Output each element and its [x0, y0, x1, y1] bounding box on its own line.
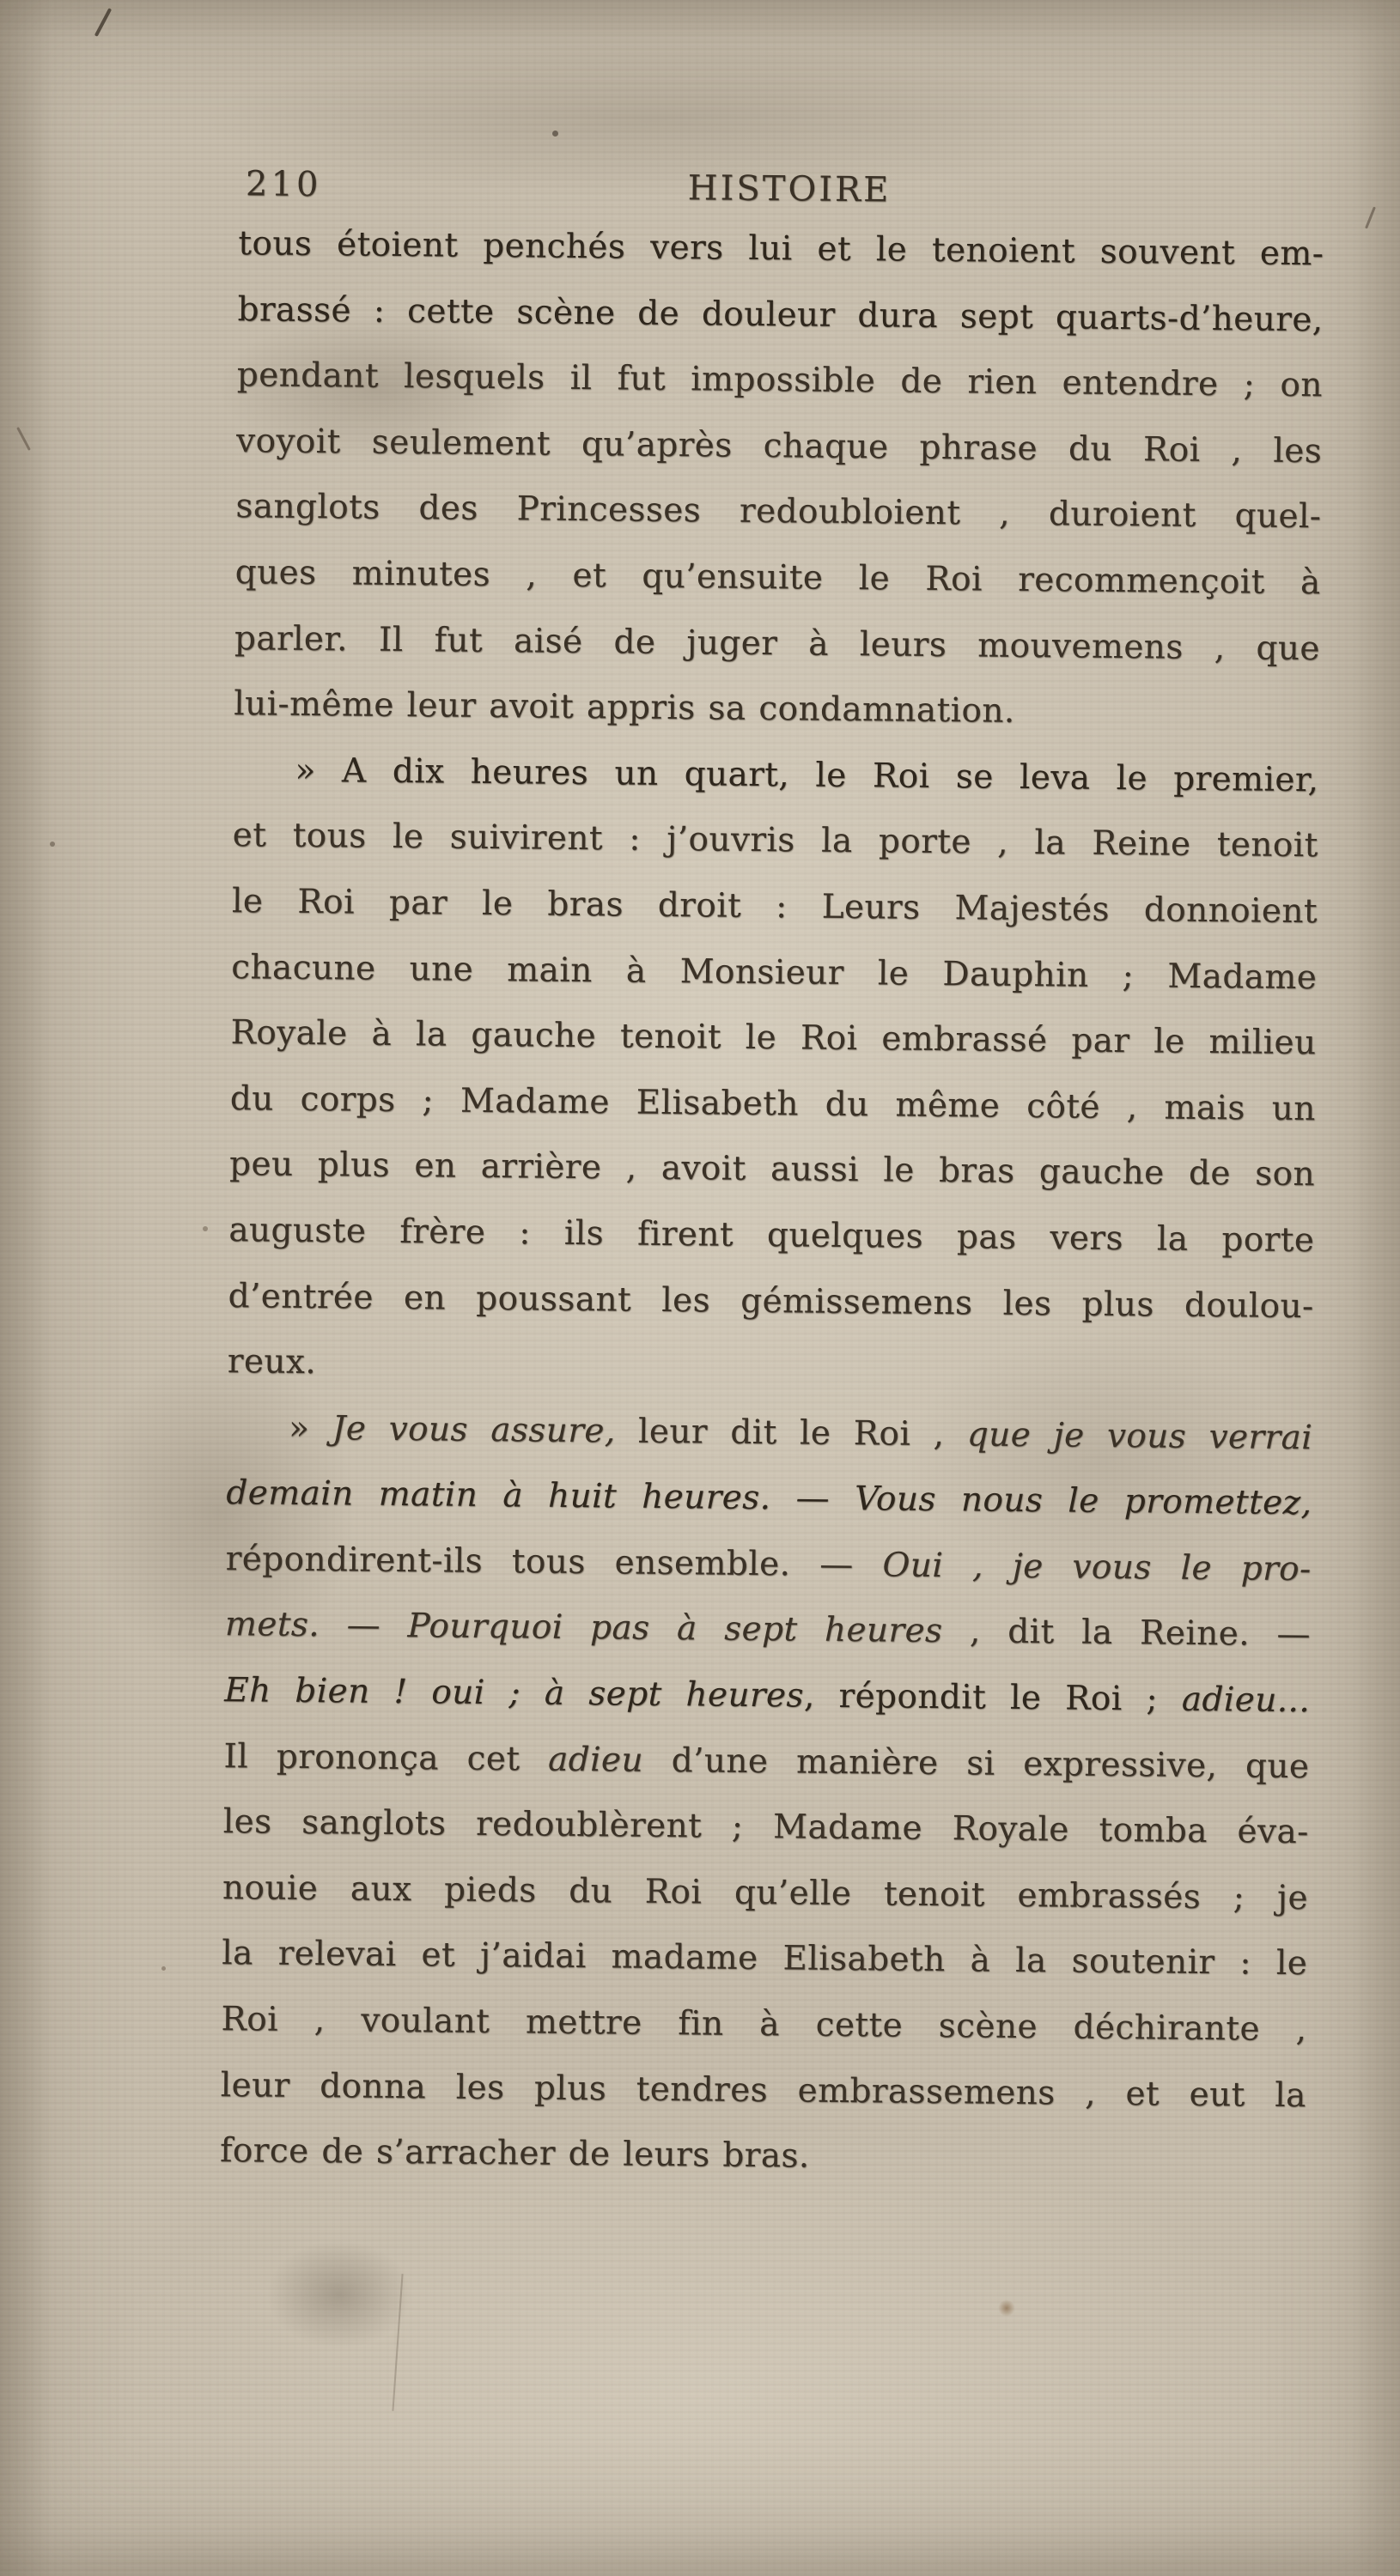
- text-line: [234, 540, 1321, 617]
- text-segment: leur donna les plus tendres embrassemens , et eut la: [220, 2065, 1306, 2115]
- text-line: [228, 1329, 1314, 1406]
- page-text: [220, 211, 1324, 2195]
- text-line: [228, 1264, 1314, 1340]
- text-line: [224, 1658, 1311, 1735]
- text-line: [226, 1461, 1312, 1537]
- text-line: [237, 277, 1324, 354]
- text-line: [232, 869, 1318, 945]
- text-line: [234, 606, 1321, 683]
- text-segment: et tous le suivirent : j’ouvris la porte , la Reine tenoit: [232, 816, 1318, 866]
- page-number: 210: [245, 164, 322, 205]
- italic-text-segment: Eh bien ! oui ; à sept heures: [223, 1671, 805, 1716]
- italic-text-segment: demain matin à huit heures. — Vous nous le promettez,: [226, 1473, 1312, 1523]
- text-segment: leur dit le Roi ,: [615, 1412, 968, 1455]
- running-head: HISTOIRE: [687, 168, 892, 210]
- text-segment: Roi , voulant mettre fin à cette scène déchirante ,: [221, 2000, 1307, 2050]
- text-line: [220, 2118, 1306, 2195]
- text-segment: sanglots des Princesses redoubloient , duroient quel-: [235, 487, 1322, 537]
- page-header: [239, 163, 1324, 218]
- text-line: [234, 671, 1320, 748]
- text-segment: reux.: [227, 1342, 317, 1382]
- text-segment: voyoit seulement qu’après chaque phrase du Roi , les: [235, 421, 1323, 471]
- text-segment: parler. Il fut aisé de juger à leurs mouvemens , que: [234, 618, 1321, 668]
- text-segment: chacune une main à Monsieur le Dauphin ; Madame: [231, 947, 1318, 997]
- text-segment: ques minutes , et qu’ensuite le Roi recommençoit à: [234, 553, 1321, 603]
- text-line: [230, 1000, 1317, 1077]
- italic-text-segment: Je vous assure,: [332, 1408, 616, 1451]
- text-line: [222, 1856, 1309, 1932]
- text-line: [229, 1132, 1316, 1208]
- text-line: [238, 211, 1324, 288]
- italic-text-segment: adieu: [547, 1740, 644, 1780]
- text-segment: d’entrée en poussant les gémissemens les plus doulou-: [228, 1276, 1314, 1326]
- text-line: [225, 1593, 1312, 1669]
- text-line: [229, 1066, 1316, 1143]
- text-segment: peu plus en arrière , avoit aussi le bras gauche de son: [228, 1145, 1316, 1194]
- text-line: [220, 2053, 1306, 2129]
- text-line: [236, 409, 1323, 485]
- text-segment: »: [288, 1408, 333, 1448]
- text-segment: auguste frère : ils firent quelques pas vers la porte: [228, 1211, 1315, 1261]
- text-line: [222, 1922, 1308, 1998]
- text-line: [235, 475, 1322, 551]
- text-segment: tous étoient penchés vers lui et le tenoient souvent em-: [238, 224, 1324, 274]
- text-segment: » A dix heures un quart, le Roi se leva le premier,: [295, 750, 1319, 800]
- text-line: [227, 1395, 1313, 1472]
- text-line: [223, 1724, 1310, 1801]
- text-segment: la relevai et j’aidai madame Elisabeth à la soutenir : le: [222, 1934, 1308, 1984]
- italic-text-segment: que je vous verrai: [966, 1415, 1313, 1457]
- paper-speck: [161, 1966, 166, 1971]
- text-line: [225, 1527, 1312, 1603]
- italic-text-segment: mets. — Pourquoi pas à sept heures: [224, 1605, 943, 1651]
- paper-speck: [203, 1226, 208, 1231]
- text-line: [237, 343, 1324, 419]
- ink-speck: [552, 131, 558, 137]
- text-segment: nouie aux pieds du Roi qu’elle tenoit embrassés ; je: [222, 1868, 1309, 1918]
- text-line: [222, 1789, 1309, 1866]
- text-segment: brassé : cette scène de douleur dura sept quarts-d’heure,: [237, 289, 1324, 339]
- text-line: [231, 935, 1318, 1012]
- text-segment: force de s’arracher de leurs bras.: [219, 2131, 810, 2176]
- text-segment: Il prononça cet: [223, 1736, 549, 1779]
- text-segment: , répondit le Roi ;: [803, 1676, 1183, 1719]
- text-segment: , dit la Reine. —: [942, 1612, 1312, 1655]
- text-line: [232, 803, 1318, 879]
- text-segment: pendant lesquels il fut impossible de rien entendre ; on: [236, 355, 1324, 405]
- paper-speck: [50, 841, 55, 847]
- text-segment: les sanglots redoublèrent ; Madame Royale tomba éva-: [222, 1802, 1309, 1852]
- italic-text-segment: Oui , je vous le pro-: [882, 1546, 1312, 1589]
- text-segment: le Roi par le bras droit : Leurs Majestés donnoient: [231, 882, 1318, 932]
- text-segment: Royale à la gauche tenoit le Roi embrassé par le milieu: [230, 1013, 1317, 1063]
- text-segment: du corps ; Madame Elisabeth du même côté , mais un: [229, 1078, 1316, 1128]
- text-segment: répondirent-ils tous ensemble. —: [225, 1539, 883, 1585]
- text-line: [233, 738, 1319, 814]
- text-line: [228, 1198, 1315, 1274]
- text-line: [221, 1987, 1307, 2063]
- italic-text-segment: adieu...: [1181, 1680, 1311, 1721]
- text-segment: d’une manière si expressive, que: [642, 1741, 1310, 1786]
- text-segment: lui-même leur avoit appris sa condamnation.: [234, 684, 1015, 732]
